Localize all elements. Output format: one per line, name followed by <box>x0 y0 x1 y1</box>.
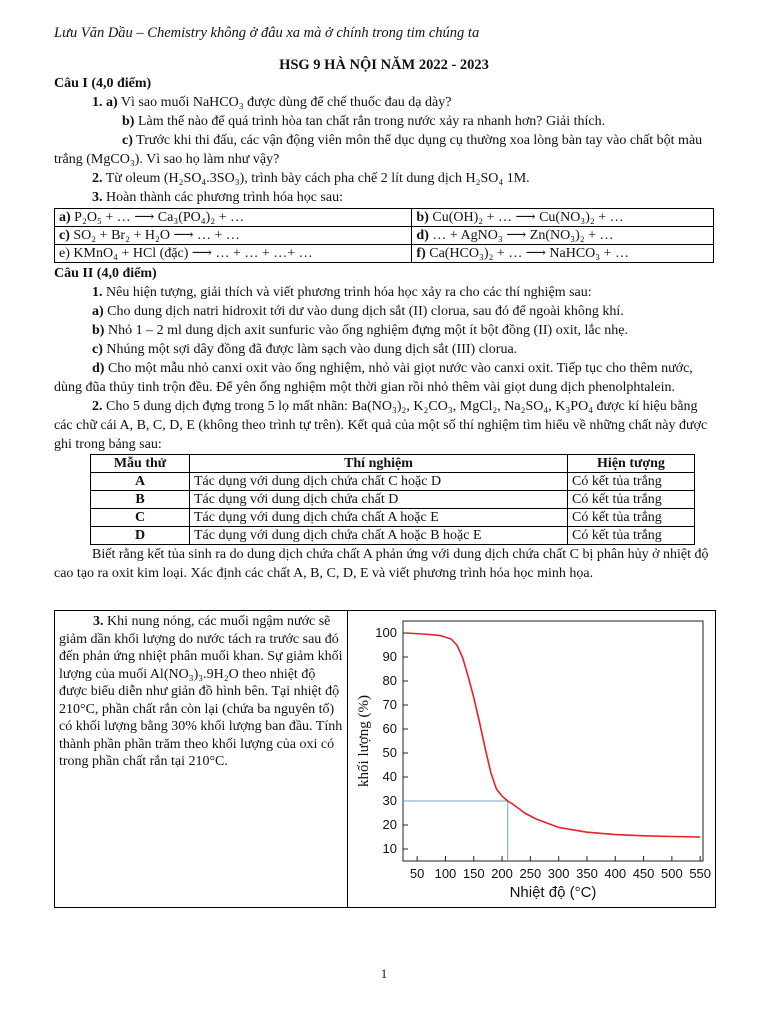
text: Nhúng một sợi dây đồng đã được làm sạch vào dung dịch sắt (III) clorua. <box>102 342 518 357</box>
text: Cho 5 dung dịch đựng trong 5 lọ mất nhãn: Ba(NO₃)₂, K₂CO₃, MgCl₂, Na₂SO₄, K₃PO₄ được kí hiệu bằng các chữ cái A, B, C, D, E (không theo trình tự trên). Kết quả của một số thí nghiệm tìm hiểu về những chất này được ghi trong bảng sau: <box>54 399 708 452</box>
x-tick-label: 450 <box>632 866 655 881</box>
cau1-q1c <box>54 131 714 169</box>
y-axis-label: khối lượng (%) <box>356 695 372 787</box>
y-tick-label: 70 <box>382 697 397 712</box>
result-cell: Có kết tủa trắng <box>568 491 695 509</box>
sample-cell: B <box>91 491 190 509</box>
y-tick-label: 40 <box>382 769 397 784</box>
label: a) <box>59 210 71 225</box>
experiment-table <box>90 454 695 545</box>
result-cell: Có kết tủa trắng <box>568 473 695 491</box>
chart-svg <box>348 611 716 907</box>
cau2-c <box>54 340 714 359</box>
table-row <box>91 491 695 509</box>
x-tick-label: 300 <box>547 866 570 881</box>
text: Làm thế nào để quá trình hòa tan chất rắn trong nước xảy ra nhanh hơn? Giải thích. <box>134 114 606 129</box>
label: 2. <box>92 399 103 414</box>
x-tick-label: 250 <box>519 866 542 881</box>
x-tick-label: 200 <box>491 866 513 881</box>
column-header: Hiện tượng <box>568 455 695 473</box>
page-title: HSG 9 HÀ NỘI NĂM 2022 - 2023 <box>279 57 489 73</box>
label: c) <box>59 228 70 243</box>
mass-loss-chart <box>347 611 716 907</box>
main-content <box>54 74 714 583</box>
experiment-cell: Tác dụng với dung dịch chứa chất D <box>190 491 568 509</box>
column-header: Mẫu thử <box>91 455 190 473</box>
y-tick-label: 90 <box>382 649 397 664</box>
sample-cell: D <box>91 527 190 545</box>
reaction-cell <box>412 227 714 245</box>
text: Nhỏ 1 – 2 ml dung dịch axit sunfuric vào ống nghiệm đựng một ít bột đồng (II) oxit, lắc nhẹ. <box>104 323 629 338</box>
label: c) <box>92 342 103 357</box>
text: Cho một mẫu nhỏ canxi oxit vào ống nghiệm, nhỏ vài giọt nước vào canxi oxit. Tiếp tục cho thêm nước, dùng đũa thủy tinh trộn đều. Để yên ống nghiệm một thời gian rồi nhỏ thêm vài giọt dung dịch phenolphtalein. <box>54 361 693 395</box>
question-3-text <box>59 613 345 771</box>
cau2-heading: Câu II (4,0 điểm) <box>54 266 157 281</box>
series-line <box>406 633 700 837</box>
question-3-box <box>54 610 716 908</box>
text: Vì sao muối NaHCO₃ được dùng để chế thuốc đau dạ dày? <box>117 95 452 110</box>
page-header: Lưu Văn Dầu – Chemistry không ở đâu xa mà ở chính trong tim chúng ta <box>54 25 480 41</box>
label: e) <box>59 246 70 261</box>
label: 3. <box>93 614 104 629</box>
x-tick-label: 550 <box>689 866 712 881</box>
table-row <box>55 245 714 263</box>
y-tick-label: 20 <box>382 817 397 832</box>
reaction-table <box>54 208 714 263</box>
table-row <box>91 473 695 491</box>
result-cell: Có kết tủa trắng <box>568 527 695 545</box>
cau1-heading: Câu I (4,0 điểm) <box>54 76 152 91</box>
result-cell: Có kết tủa trắng <box>568 509 695 527</box>
label: f) <box>416 246 426 261</box>
x-tick-label: 150 <box>462 866 485 881</box>
text: P₂O₅ + … ⟶ Ca₃(PO₄)₂ + … <box>70 210 245 225</box>
x-tick-label: 50 <box>409 866 425 881</box>
table-row <box>55 227 714 245</box>
reaction-cell <box>55 209 412 227</box>
cau1-q2 <box>54 169 714 188</box>
text: Cu(OH)₂ + … ⟶ Cu(NO₃)₂ + … <box>428 210 624 225</box>
y-tick-label: 10 <box>382 841 397 856</box>
page-number: 1 <box>380 966 388 981</box>
reaction-cell <box>412 209 714 227</box>
x-tick-label: 500 <box>661 866 683 881</box>
y-tick-label: 60 <box>382 721 397 736</box>
label: b) <box>92 323 105 338</box>
experiment-cell: Tác dụng với dung dịch chứa chất A hoặc B hoặc E <box>190 527 568 545</box>
label: d) <box>416 228 429 243</box>
label: c) <box>122 133 133 148</box>
experiment-cell: Tác dụng với dung dịch chứa chất C hoặc D <box>190 473 568 491</box>
sample-cell: A <box>91 473 190 491</box>
reaction-cell <box>412 245 714 263</box>
x-axis-label: Nhiệt độ (°C) <box>509 884 597 901</box>
cau1-q1b <box>54 112 714 131</box>
label: 1. <box>92 285 103 300</box>
x-tick-label: 100 <box>434 866 457 881</box>
label: a) <box>92 304 104 319</box>
reaction-cell <box>55 227 412 245</box>
text: Nêu hiện tượng, giải thích và viết phương trình hóa học xảy ra cho các thí nghiệm sau: <box>102 285 592 300</box>
text: Khi nung nóng, các muối ngậm nước sẽ giảm dần khối lượng do nước tách ra trước sau đó đến phản ứng nhiệt phân muối khan. Sự giảm khối lượng của muối Al(NO₃)₃.9H₂O theo nhiệt độ được biểu diễn như giản đồ hình bên. Tại nhiệt độ 210°C, phần chất rắn còn lại (chứa ba nguyên tố) có khối lượng bằng 30% khối lượng ban đầu. Tính thành phần phần trăm theo khối lượng của oxi có trong phần chất rắn tại 210°C. <box>59 614 343 769</box>
label: b) <box>122 114 135 129</box>
y-tick-label: 50 <box>382 745 397 760</box>
text: KMnO₄ + HCl (đặc) ⟶ … + … + …+ … <box>69 246 313 261</box>
cau1-q1a <box>54 93 714 112</box>
label: b) <box>416 210 429 225</box>
table-row <box>91 527 695 545</box>
reaction-cell <box>55 245 412 263</box>
cau2-d <box>54 359 714 397</box>
cau1-q3 <box>54 188 714 207</box>
label: d) <box>92 361 105 376</box>
sample-cell: C <box>91 509 190 527</box>
cau2-a <box>54 302 714 321</box>
column-header: Thí nghiệm <box>190 455 568 473</box>
text: Ca(HCO₃)₂ + … ⟶ NaHCO₃ + … <box>425 246 630 261</box>
text: … + AgNO₃ ⟶ Zn(NO₃)₂ + … <box>428 228 614 243</box>
table-row <box>91 509 695 527</box>
table-header-row <box>91 455 695 473</box>
text: Từ oleum (H₂SO₄.3SO₃), trình bày cách pha chế 2 lít dung dịch H₂SO₄ 1M. <box>102 171 530 186</box>
x-tick-label: 350 <box>576 866 598 881</box>
text: SO₂ + Br₂ + H₂O ⟶ … + … <box>69 228 240 243</box>
y-tick-label: 100 <box>375 625 397 640</box>
label: 3. <box>92 190 103 205</box>
text: Cho dung dịch natri hidroxit tới dư vào dung dịch sắt (II) clorua, sau đó để ngoài không khí. <box>103 304 624 319</box>
cau2-b <box>54 321 714 340</box>
cau2-q1 <box>54 283 714 302</box>
y-tick-label: 80 <box>382 673 397 688</box>
cau2-q2 <box>54 397 714 454</box>
label: 2. <box>92 171 103 186</box>
experiment-cell: Tác dụng với dung dịch chứa chất A hoặc E <box>190 509 568 527</box>
label: 1. a) <box>92 95 118 110</box>
cau2-after-table: Biết rằng kết tủa sinh ra do dung dịch chứa chất A phản ứng với dung dịch chứa chất C bị phân hủy ở nhiệt độ cao tạo ra oxit kim loại. Xác định các chất A, B, C, D, E và viết phương trình hóa học minh họa. <box>54 547 709 581</box>
x-tick-label: 400 <box>604 866 627 881</box>
text: Trước khi thi đấu, các vận động viên môn thể dục dụng cụ thường xoa lòng bàn tay vào chất bột màu trắng (MgCO₃). Vì sao họ làm như vậy? <box>54 133 703 167</box>
table-row <box>55 209 714 227</box>
y-tick-label: 30 <box>382 793 397 808</box>
text: Hoàn thành các phương trình hóa học sau: <box>102 190 343 205</box>
